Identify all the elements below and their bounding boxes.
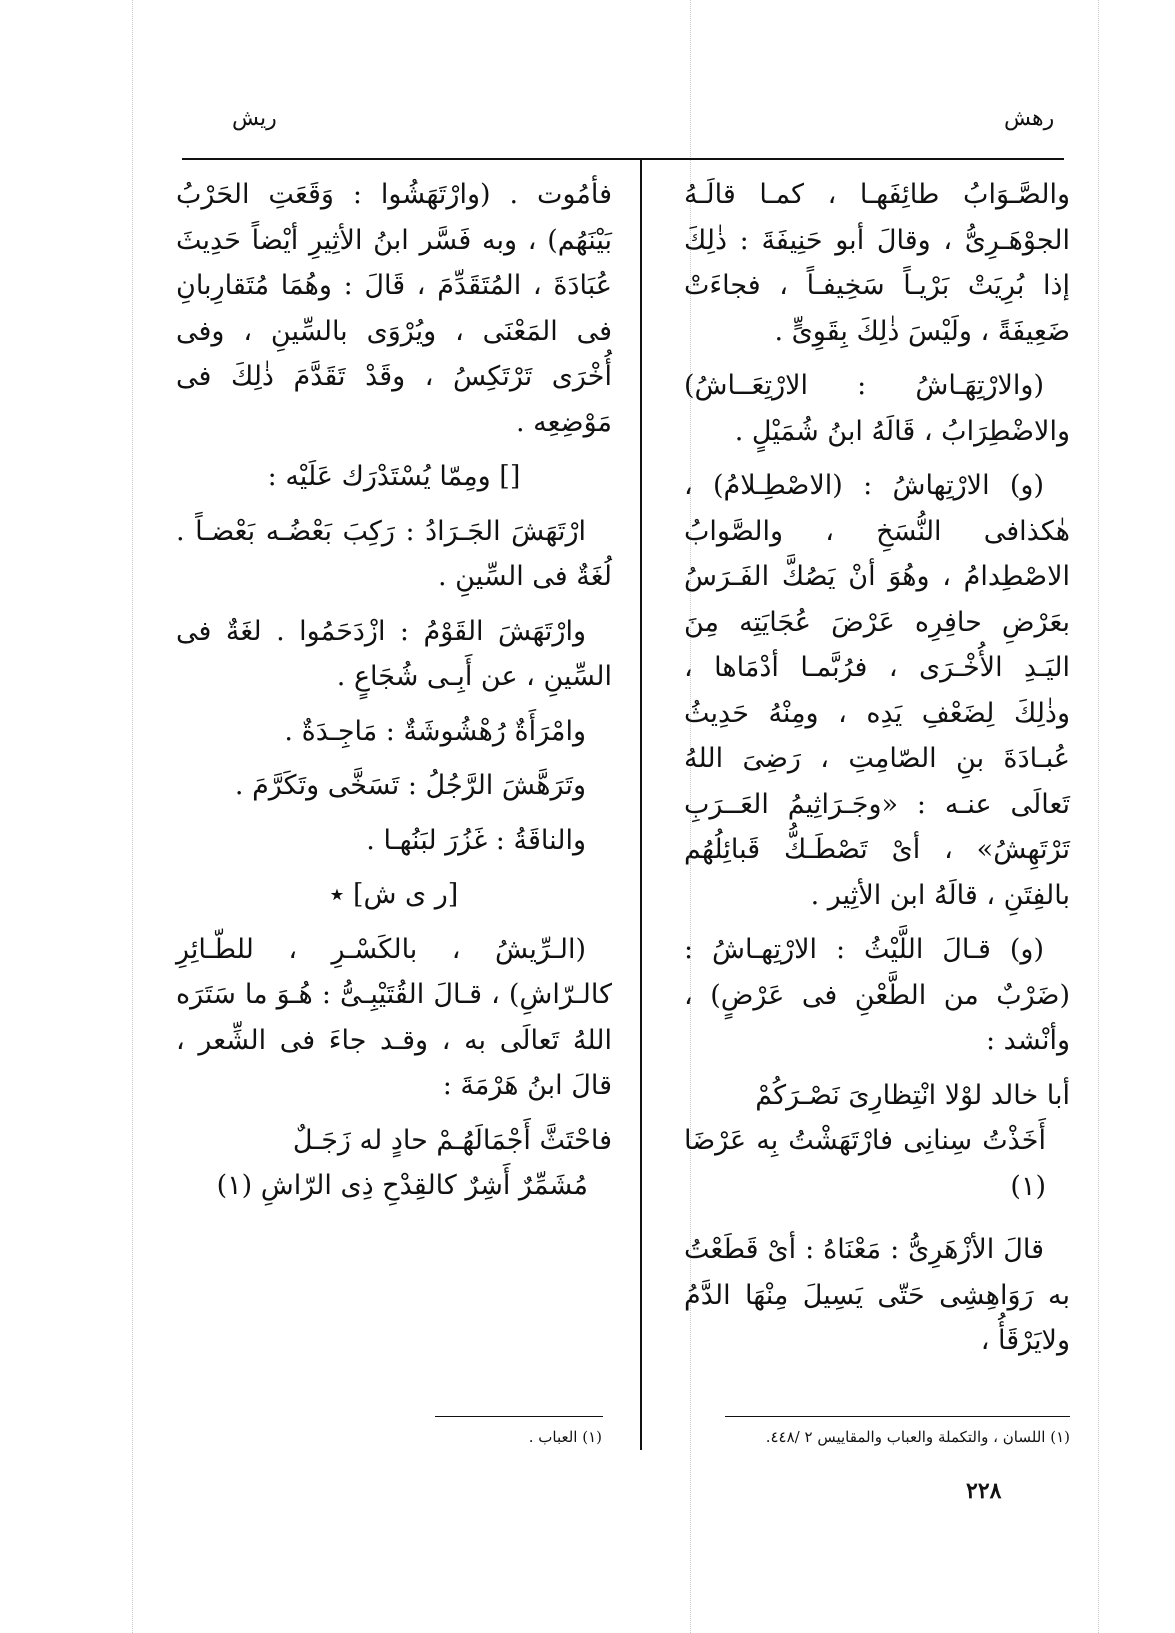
paragraph: والصَّـوَابُ طائِفَهـا ، كمـا قالَـهُ الجوْهَـرِىُّ ، وقالَ أبو حَنِيفَةَ : ذٰلِكَ إذا بُرِيَتْ بَرْيـاً سَخِيفـاً ، فجاءَتْ ضَعِيفَةً ، ولَيْسَ ذٰلِكَ بِقَوِىٍّ . <box>684 179 1070 347</box>
addendum-heading: [] ومِمّا يُسْتَدْرَك عَلَيْه : <box>267 461 521 492</box>
right-column <box>684 172 1070 1373</box>
paragraph: وتَرَهَّشَ الرَّجُلُ : تَسَخَّى وتَكَرَّمَ . <box>234 770 586 801</box>
entry-heading: [ر ى ش] ٭ <box>329 879 459 910</box>
footnote: (١) اللسان ، والتكملة والعباب والمقاييس ٢ /٤٤٨. <box>765 1428 1070 1446</box>
verse-line: أَخَذْتُ سِنانِى فارْتَهَشْتُ بِه عَرْضَا (١) <box>684 1125 1046 1202</box>
verse-line: فاحْتَثَّ أَجْمَالَهُـمْ حادٍ له زَجَـلٌ <box>292 1124 612 1156</box>
verse <box>176 1118 612 1209</box>
scan-guide-line <box>1098 0 1099 1633</box>
paragraph: والناقَةُ : غَزُرَ لبَنُهـا . <box>366 824 586 856</box>
verse-line: مُشَمِّرٌ أَشِرٌ كالقِدْحِ ذِى الرّاشِ (١) <box>216 1170 588 1201</box>
left-column <box>176 172 612 1227</box>
footnote-rule <box>435 1416 603 1417</box>
paragraph: (والارْتِهَـاشُ : الارْتِعَــاشُ) والاضْطِرَابُ ، قَالَهُ ابنُ شُمَيْلٍ . <box>684 370 1070 447</box>
paragraph: وارْتَهَشَ القَوْمُ : ازْدَحَمُوا . لغَةٌ فى السِّينِ ، عن أَبِـى شُجَاعٍ . <box>176 615 612 692</box>
verse <box>684 1073 1070 1210</box>
column-divider <box>640 158 642 1450</box>
page-number: ٢٢٨ <box>966 1478 1002 1504</box>
paragraph: (و) الارْتِهاشُ : (الاصْطِـلامُ) ، هٰكذافى النُّسَخِ ، والصَّوابُ الاصْطِدامُ ، وهُوَ أنْ يَصُكَّ الفَـرَسُ بعَرْضِ حافِرِه عَرْضَ عُجَايَتِه مِنَ اليَـدِ الأُخْـرَى ، فرُبَّمـا أدْمَاها ، وذٰلِكَ لِضَعْفِ يَدِه ، ومِنْهُ حَدِيثُ عُبـادَةَ بنِ الصّامِتِ ، رَضِىَ اللهُ تَعالَى عنـه : «وجَـرَاثِيمُ العَــرَبِ تَرْتَهِشُ» ، أىْ تَصْطَـكُّ قَبائِلُهُم بالفِتَنِ ، قالَهُ ابن الأثِير . <box>684 470 1070 911</box>
paragraph: وامْرَأَةٌ رُهْشُوشَةٌ : مَاجِـدَةٌ . <box>284 715 586 747</box>
paragraph: ارْتَهَشَ الجَـرَادُ : رَكِبَ بَعْضُـه بَعْضـاً . لُغَةٌ فى السِّينِ . <box>176 515 612 592</box>
running-header-left: ريش <box>232 106 277 131</box>
footnote-rule <box>725 1416 1070 1417</box>
scan-guide-line <box>132 0 133 1633</box>
footnote: (١) العباب . <box>528 1428 602 1446</box>
paragraph: فأمُوت . (وارْتَهَشُوا : وَقَعَتِ الحَرْبُ بَيْنَهُم) ، وبه فَسَّر ابنُ الأثِيرِ أيْضاً حَدِيثَ عُبَادَةَ ، المُتَقَدِّمَ ، قَالَ : وهُمَا مُتَقارِبانِ فى المَعْنَى ، ويُرْوَى بالسِّينِ ، وفى أُخْرَى تَرْتَكِسُ ، وقَدْ تَقَدَّمَ ذٰلِكَ فى مَوْضِعِه . <box>176 179 612 438</box>
paragraph: قالَ الأزْهَرِىُّ : مَعْنَاهُ : أىْ قَطَعْتُ به رَوَاهِشِى حَتّى يَسِيلَ مِنْهَا الدَّمُ ولايَرْقَأُ ، <box>684 1234 1070 1356</box>
header-rule <box>182 158 1064 160</box>
paragraph: (و) قـالَ اللَّيْثُ : الارْتِهـاشُ : (ضَرْبٌ من الطَّعْنِ فى عَرْضٍ) ، وأنْشد : <box>684 934 1070 1056</box>
paragraph: (الـرِّيشُ ، بالكَسْـرِ ، للطّـائِرِ كالـرّاشِ) ، قـالَ القُتَيْبِـىُّ : هُـوَ ما سَتَرَه اللهُ تَعالَى به ، وقـد جاءَ فى الشِّعر ، قالَ ابنُ هَرْمَةَ : <box>176 933 612 1101</box>
verse-line: أبا خالد لوْلا انْتِظارِىَ نَصْـرَكُمْ <box>755 1079 1070 1111</box>
running-header-right: رهش <box>1004 106 1055 131</box>
